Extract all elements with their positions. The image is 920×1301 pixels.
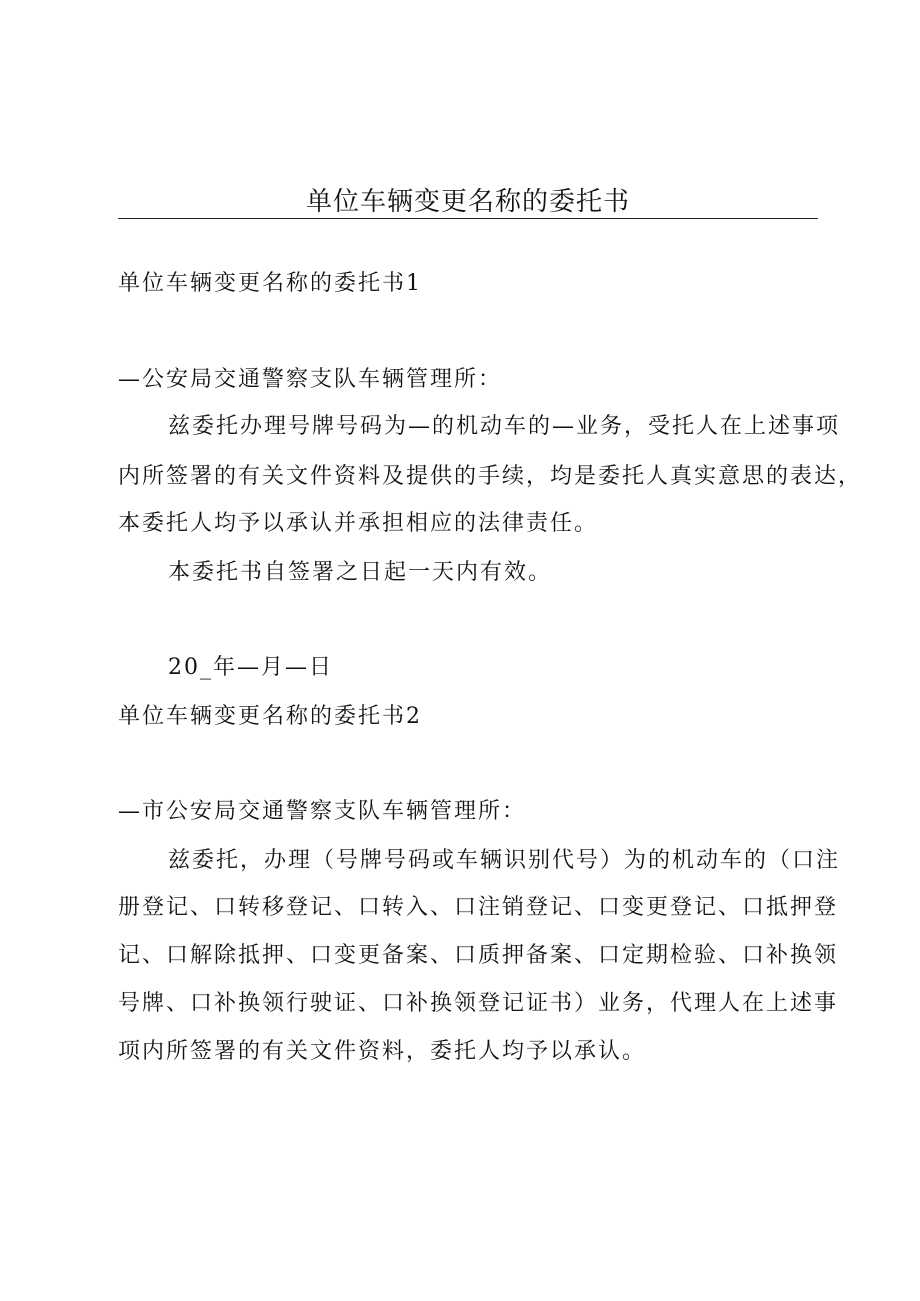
section1-validity: 本委托书自签署之日起一天内有效。 xyxy=(168,560,553,585)
section2-body-line: 兹委托，办理（号牌号码或车辆识别代号）为的机动车的（口注 xyxy=(168,848,841,873)
section1-heading: 单位车辆变更名称的委托书1 xyxy=(118,271,422,296)
section2-addressee: —市公安局交通警察支队车辆管理所： xyxy=(118,799,527,824)
section2-body-line: 项内所签署的有关文件资料，委托人均予以承认。 xyxy=(118,1039,647,1064)
section2-body-line: 号牌、口补换领行驶证、口补换领登记证书）业务，代理人在上述事 xyxy=(118,991,839,1016)
title-underline xyxy=(118,218,818,219)
section1-body-line: 本委托人均予以承认并承担相应的法律责任。 xyxy=(118,511,599,536)
section1-date: 20_年—月—日 xyxy=(168,655,333,680)
section2-body-line: 册登记、口转移登记、口转入、口注销登记、口变更登记、口抵押登 xyxy=(118,895,839,920)
section2-heading: 单位车辆变更名称的委托书2 xyxy=(118,704,422,729)
section1-addressee: —公安局交通警察支队车辆管理所： xyxy=(118,367,503,392)
section2-body-line: 记、口解除抵押、口变更备案、口质押备案、口定期检验、口补换领 xyxy=(118,943,839,968)
document-title: 单位车辆变更名称的委托书 xyxy=(305,187,630,217)
section1-body-line: 兹委托办理号牌号码为—的机动车的—业务，受托人在上述事项 xyxy=(168,414,841,439)
section1-body-line: 内所签署的有关文件资料及提供的手续，均是委托人真实意思的表达， xyxy=(118,464,863,489)
